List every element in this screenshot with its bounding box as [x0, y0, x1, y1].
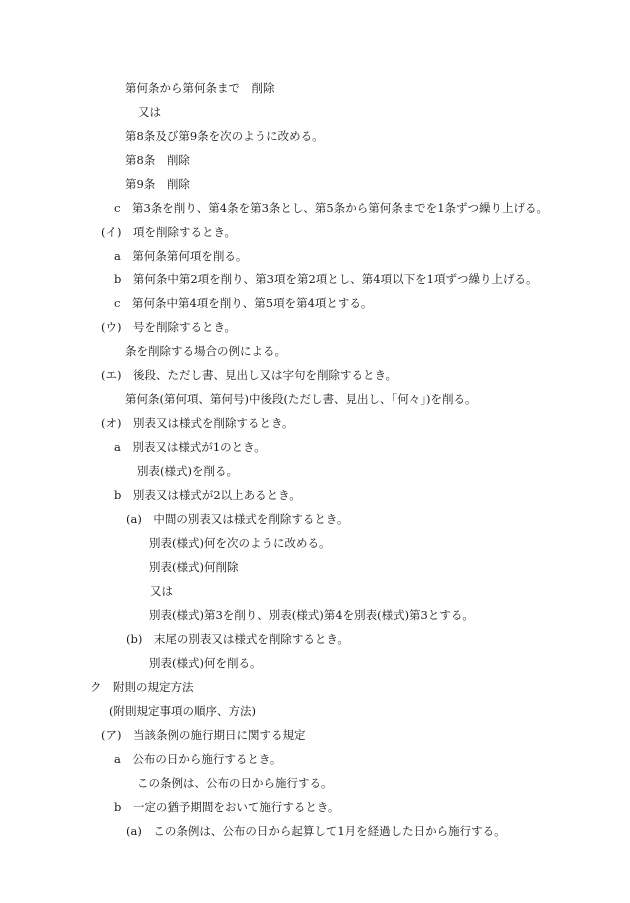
text-line: 第9条 削除 — [125, 177, 190, 191]
text-line: 第何条(第何項、第何号)中後段(ただし書、見出し、「何々」)を削る。 — [125, 392, 477, 406]
text-line: ク 附則の規定方法 — [90, 680, 194, 694]
text-line: 別表(様式)何を削る。 — [149, 656, 262, 670]
text-line: b 別表又は様式が2以上あるとき。 — [114, 488, 301, 502]
text-line: この条例は、公布の日から施行する。 — [137, 776, 333, 790]
text-line: (附則規定事項の順序、方法) — [109, 704, 256, 718]
text-line: 別表(様式)何削除 — [149, 560, 239, 574]
text-line: 条を削除する場合の例による。 — [125, 344, 286, 358]
text-line: a 公布の日から施行するとき。 — [114, 752, 282, 766]
text-line: (ウ) 号を削除するとき。 — [101, 320, 237, 334]
text-line: (イ) 項を削除するとき。 — [101, 225, 237, 239]
text-line: (a) 中間の別表又は様式を削除するとき。 — [126, 512, 349, 526]
text-line: 又は — [138, 105, 161, 119]
text-line: 別表(様式)何を次のように改める。 — [149, 536, 331, 550]
text-line: (a) この条例は、公布の日から起算して1月を経過した日から施行する。 — [126, 824, 506, 838]
text-line: b 一定の猶予期間をおいて施行するとき。 — [114, 800, 340, 814]
text-line: c 第3条を削り、第4条を第3条とし、第5条から第何条までを1条ずつ繰り上げる。 — [114, 201, 549, 215]
text-line: (b) 末尾の別表又は様式を削除するとき。 — [126, 632, 349, 646]
text-line: (エ) 後段、ただし書、見出し又は字句を削除するとき。 — [101, 368, 398, 382]
text-line: 又は — [150, 584, 173, 598]
text-line: a 別表又は様式が1のとき。 — [114, 440, 266, 454]
text-line: c 第何条中第4項を削り、第5項を第4項とする。 — [114, 296, 373, 310]
text-line: 別表(様式)第3を削り、別表(様式)第4を別表(様式)第3とする。 — [149, 608, 474, 622]
text-line: 第何条から第何条まで 削除 — [125, 81, 275, 95]
text-line: a 第何条第何項を削る。 — [114, 249, 248, 263]
text-line: (オ) 別表又は様式を削除するとき。 — [101, 416, 294, 430]
text-line: (ア) 当該条例の施行期日に関する規定 — [101, 728, 306, 742]
text-line: 第8条 削除 — [125, 153, 190, 167]
text-line: 別表(様式)を削る。 — [137, 464, 238, 478]
text-line: b 第何条中第2項を削り、第3項を第2項とし、第4項以下を1項ずつ繰り上げる。 — [114, 272, 538, 286]
text-line: 第8条及び第9条を次のように改める。 — [125, 129, 324, 143]
